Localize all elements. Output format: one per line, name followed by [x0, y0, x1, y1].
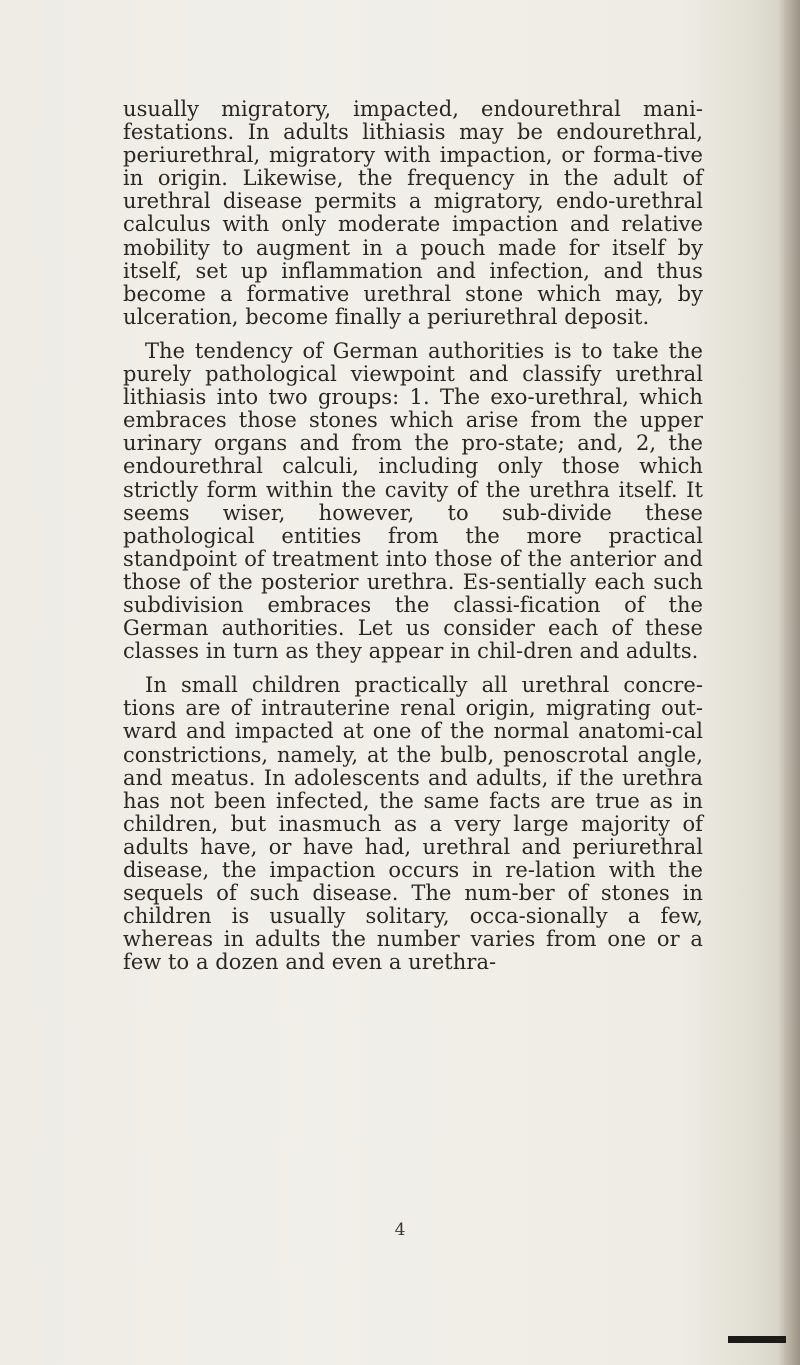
scan-edge-mark — [728, 1336, 786, 1343]
paragraph-1: usually migratory, impacted, endourethral mani-festations. In adults lithiasis may be endourethral, periurethral, migratory with impaction, or forma-tive in origin. Likewise, the frequency in the adult of urethral disease permits a migratory, endo-urethral calculus with only moderate impaction and relative mobility to augment in a pouch made for itself by itself, set up inflammation and infection, and thus become a formative urethral stone which may, by ulceration, become finally a periurethral deposit. — [123, 97, 703, 329]
page-edge-shadow — [778, 0, 800, 1365]
page-number: 4 — [394, 1220, 406, 1240]
paragraph-2: The tendency of German authorities is to take the purely pathological viewpoint and classify urethral lithiasis into two groups: 1. The exo-urethral, which embraces those stones which arise from the upper urinary organs and from the pro-state; and, 2, the endourethral calculi, including only those which strictly form within the cavity of the urethra itself. It seems wiser, however, to sub-divide these pathological entities from the more practical standpoint of treatment into those of the anterior and those of the posterior urethra. Es-sentially each such subdivision embraces the classi-fication of the German authorities. Let us consider each of these classes in turn as they appear in chil-dren and adults. — [123, 338, 703, 664]
body-text — [123, 98, 703, 974]
paragraph-3: In small children practically all urethral concre-tions are of intrauterine renal origin, migrating out-ward and impacted at one of the normal anatomi-cal constrictions, namely, at the bulb, penoscrotal angle, and meatus. In adolescents and adults, if the urethra has not been infected, the same facts are true as in children, but inasmuch as a very large majority of adults have, or have had, urethral and periurethral disease, the impaction occurs in re-lation with the sequels of such disease. The num-ber of stones in children is usually solitary, occa-sionally a few, whereas in adults the number varies from one or a few to a dozen and even a urethra- — [123, 673, 703, 975]
